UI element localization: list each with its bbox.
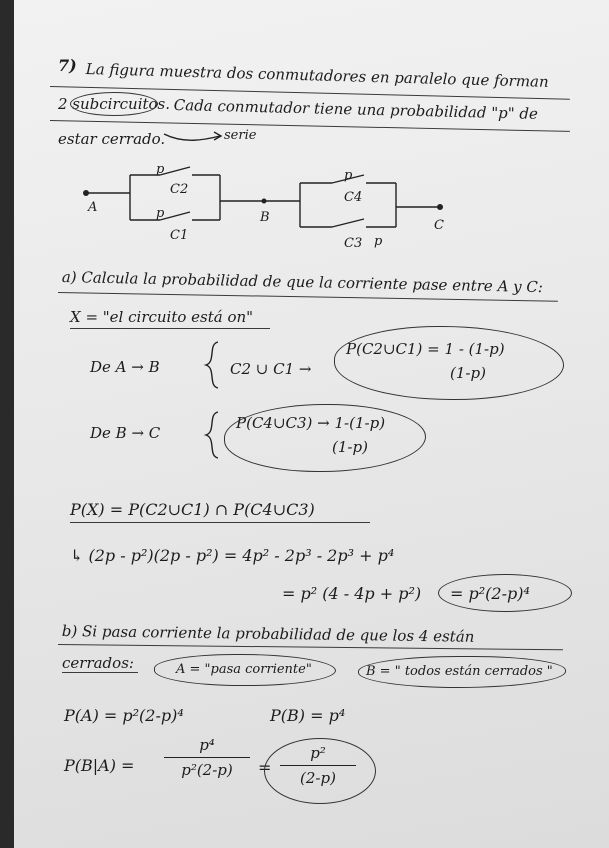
fraction-1 xyxy=(164,736,250,779)
result-cloud xyxy=(334,326,564,400)
bc-label: De B → C xyxy=(90,424,161,442)
numerator: p² xyxy=(310,744,326,762)
numerator: p⁴ xyxy=(199,736,215,754)
equals-sign: = xyxy=(258,758,272,777)
node-c-label: C xyxy=(434,218,444,233)
notebook-page xyxy=(14,0,609,848)
problem-line-2a: 2 subcircuitos. xyxy=(58,95,171,113)
prob-b: P(B) = p⁴ xyxy=(270,706,346,725)
p-label: p xyxy=(374,234,383,249)
annotation-note: serie xyxy=(224,128,257,143)
ab-label: De A → B xyxy=(90,358,160,376)
bc-result-line-1: P(C4∪C3) → 1-(1-p) xyxy=(236,414,386,432)
highlight-circle xyxy=(70,92,158,116)
annotation-arrow xyxy=(164,126,234,146)
denominator: p²(2-p) xyxy=(181,761,233,779)
switch-c2-label: C2 xyxy=(170,182,189,197)
part-b-heading-1: b) Si pasa corriente la probabilidad de que los 4 están xyxy=(61,622,475,646)
bc-result-line-2: (1-p) xyxy=(332,438,368,456)
denominator: (2-p) xyxy=(300,769,336,787)
switch-c4-label: C4 xyxy=(344,190,363,205)
ab-expression: C2 ∪ C1 → xyxy=(230,360,312,378)
brace xyxy=(204,410,224,460)
final-answer: = p²(2-p)⁴ xyxy=(450,584,530,603)
problem-line-1: La figura muestra dos conmutadores en paralelo que forman xyxy=(85,60,549,91)
fraction-2 xyxy=(280,744,356,787)
factor-line: = p² (4 - 4p + p²) xyxy=(282,584,422,603)
rule xyxy=(70,328,270,329)
p-label: p xyxy=(344,168,353,183)
node-b-label: B xyxy=(260,210,270,225)
switch-c1-label: C1 xyxy=(170,228,189,243)
part-a-heading: a) Calcula la probabilidad de que la corriente pase entre A y C: xyxy=(61,268,544,297)
problem-number: 7) xyxy=(58,56,77,75)
conditional-label: P(B|A) = xyxy=(64,756,135,775)
ab-result-line-2: (1-p) xyxy=(450,364,486,382)
rule xyxy=(70,522,370,523)
rule xyxy=(62,672,138,673)
definition-a: A = "pasa corriente" xyxy=(176,662,312,677)
part-b-heading-2: cerrados: xyxy=(62,654,134,672)
problem-line-2b: Cada conmutador tiene una probabilidad "p" de xyxy=(173,96,539,123)
x-definition: X = "el circuito está on" xyxy=(70,308,254,326)
switch-c3-label: C3 xyxy=(344,236,363,251)
definition-b: B = " todos están cerrados " xyxy=(366,664,553,679)
ab-result-line-1: P(C2∪C1) = 1 - (1-p) xyxy=(346,340,505,358)
node-a-label: A xyxy=(88,200,98,215)
brace xyxy=(204,340,224,390)
p-label: p xyxy=(156,206,165,221)
fraction-bar xyxy=(280,765,356,766)
prob-a: P(A) = p²(2-p)⁴ xyxy=(64,706,184,725)
rule xyxy=(58,644,563,650)
expansion-line: ↳ (2p - p²)(2p - p²) = 4p² - 2p³ - 2p³ + p⁴ xyxy=(70,546,395,565)
px-equation: P(X) = P(C2∪C1) ∩ P(C4∪C3) xyxy=(70,500,315,519)
fraction-bar xyxy=(164,757,250,758)
p-label: p xyxy=(156,162,165,177)
problem-line-3: estar cerrado. xyxy=(58,130,166,148)
